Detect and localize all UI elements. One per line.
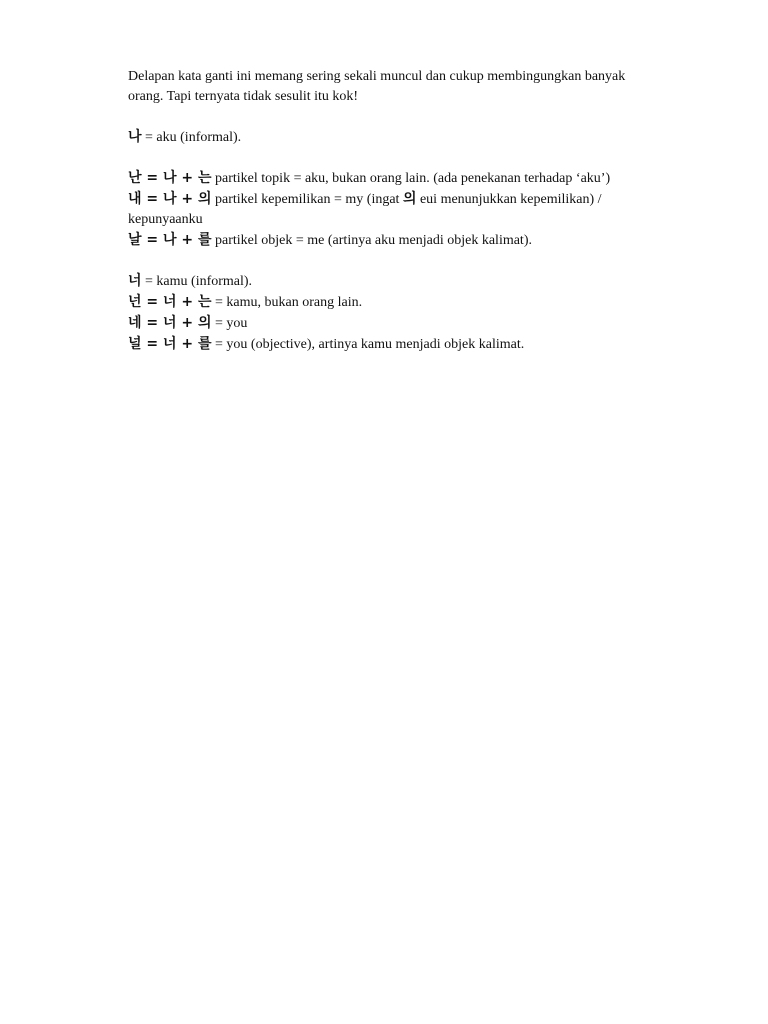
definition-na-text: = aku (informal). <box>141 130 242 145</box>
definition-neo <box>128 271 688 292</box>
definition-na <box>128 127 688 148</box>
definition-nae-text-a: partikel kepemilikan = my (ingat <box>211 192 403 207</box>
paragraph-gap <box>128 148 688 168</box>
definition-neol <box>128 334 688 355</box>
intro-line-2: orang. Tapi ternyata tidak sesulit itu kok! <box>128 89 359 104</box>
korean-nan: 난 = 나 + 는 <box>128 170 212 186</box>
paragraph-gap <box>128 107 688 127</box>
definition-ne-text: = you <box>211 316 248 331</box>
definition-neon <box>128 292 688 313</box>
korean-ui: 의 <box>402 191 417 207</box>
definition-ne <box>128 313 688 334</box>
paragraph-gap <box>128 251 688 271</box>
definition-neon-text: = kamu, bukan orang lain. <box>211 295 363 310</box>
korean-nal: 날 = 나 + 를 <box>128 232 212 248</box>
korean-neon: 넌 = 너 + 는 <box>128 294 212 310</box>
korean-nae: 내 = 나 + 의 <box>128 191 212 207</box>
korean-na: 나 <box>128 129 142 145</box>
definition-nal <box>128 230 688 251</box>
korean-neol: 널 = 너 + 를 <box>128 336 212 352</box>
definition-nae-text-b: eui menunjukkan kepemilikan) / <box>416 192 602 207</box>
definition-nae-line-2: kepunyaanku <box>128 212 203 227</box>
definition-neo-text: = kamu (informal). <box>141 274 253 289</box>
korean-neo: 너 <box>128 273 142 289</box>
definition-nan-text: partikel topik = aku, bukan orang lain. (ada penekanan terhadap ‘aku’) <box>211 171 611 186</box>
definition-nae <box>128 189 688 210</box>
korean-ne: 네 = 너 + 의 <box>128 315 212 331</box>
document-body <box>128 67 688 355</box>
definition-neol-text: = you (objective), artinya kamu menjadi objek kalimat. <box>211 337 525 352</box>
definition-nal-text: partikel objek = me (artinya aku menjadi objek kalimat). <box>211 233 532 248</box>
intro-line-1: Delapan kata ganti ini memang sering sekali muncul dan cukup membingungkan banyak <box>128 69 626 84</box>
definition-nan <box>128 168 688 189</box>
